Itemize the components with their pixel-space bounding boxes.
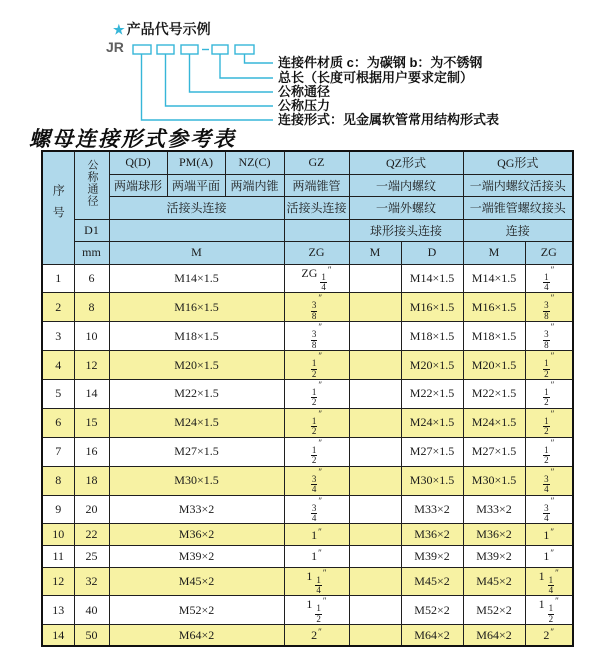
cell-qz-m [349, 495, 401, 524]
cell-m: M64×2 [109, 625, 284, 647]
cell-m: M33×2 [109, 495, 284, 524]
table-row [42, 264, 573, 293]
cell-m: M30×1.5 [109, 466, 284, 495]
code-box [133, 45, 151, 54]
cell-qg-zg: 1 $\frac{1}{4}$ ″ [525, 567, 573, 596]
cell-qz-d: M36×2 [401, 524, 463, 546]
cell-dn: 32 [74, 567, 109, 596]
cell-qz-d: M45×2 [401, 567, 463, 596]
cell-qg-zg: $\frac{1}{2}$ ″ [525, 351, 573, 380]
cell-qz-d: M24×1.5 [401, 408, 463, 437]
code-box [157, 45, 174, 54]
cell-qz-d: M30×1.5 [401, 466, 463, 495]
code-box [181, 45, 198, 54]
cell-m: M14×1.5 [109, 264, 284, 293]
cell-m: M20×1.5 [109, 351, 284, 380]
header-col-qz: QZ形式 [349, 151, 463, 174]
cell-no: 9 [42, 495, 74, 524]
header-col-pm: PM(A) [167, 151, 225, 174]
cell-qg-zg: $\frac{1}{2}$ ″ [525, 408, 573, 437]
header-mm: mm [74, 242, 109, 265]
cell-gz: ZG $\frac{1}{4}$ ″ [284, 264, 349, 293]
header-qg-m: M [463, 242, 525, 265]
cell-qg-zg: 1″ [525, 545, 573, 567]
code-box [235, 45, 254, 54]
cell-qz-d: M39×2 [401, 545, 463, 567]
table-row [42, 495, 573, 524]
header-pm-desc: 两端平面 [167, 174, 225, 197]
cell-dn: 50 [74, 625, 109, 647]
table-row [42, 322, 573, 351]
cell-dn: 20 [74, 495, 109, 524]
cell-qg-m: M22×1.5 [463, 380, 525, 409]
cell-dn: 10 [74, 322, 109, 351]
cell-qz-m [349, 264, 401, 293]
cell-no: 5 [42, 380, 74, 409]
header-empty [284, 219, 349, 242]
cell-gz: $\frac{1}{2}$ ″ [284, 408, 349, 437]
cell-gz: $\frac{3}{8}$ ″ [284, 322, 349, 351]
table-row [42, 466, 573, 495]
cell-qg-m: M33×2 [463, 495, 525, 524]
diagram-label: 总长（长度可根据用户要求定制） [278, 70, 474, 85]
cell-no: 4 [42, 351, 74, 380]
cell-qg-zg: 2″ [525, 625, 573, 647]
cell-qg-m: M36×2 [463, 524, 525, 546]
header-left-conn: 活接头连接 [109, 197, 284, 220]
cell-qg-zg: $\frac{1}{4}$ ″ [525, 264, 573, 293]
code-prefix: JR [106, 39, 124, 55]
cell-qz-m [349, 596, 401, 625]
cell-no: 2 [42, 293, 74, 322]
header-col-q: Q(D) [109, 151, 167, 174]
cell-m: M18×1.5 [109, 322, 284, 351]
cell-qg-m: M30×1.5 [463, 466, 525, 495]
table-row [42, 380, 573, 409]
table-row [42, 524, 573, 546]
cell-no: 10 [42, 524, 74, 546]
header-nz-desc: 两端内锥 [225, 174, 284, 197]
cell-gz: $\frac{3}{8}$ ″ [284, 293, 349, 322]
cell-dn: 14 [74, 380, 109, 409]
cell-qz-d: M52×2 [401, 596, 463, 625]
diagram-title: ★ 产品代号示例 [113, 21, 211, 37]
cell-qz-m [349, 466, 401, 495]
cell-gz: 1 $\frac{1}{2}$ ″ [284, 596, 349, 625]
header-gz-desc: 两端锥管 [284, 174, 349, 197]
cell-qg-zg: 1 $\frac{1}{2}$ ″ [525, 596, 573, 625]
cell-dn: 8 [74, 293, 109, 322]
leader-line [190, 54, 274, 92]
cell-m: M39×2 [109, 545, 284, 567]
cell-qg-m: M18×1.5 [463, 322, 525, 351]
cell-qz-m [349, 293, 401, 322]
table-row [42, 408, 573, 437]
product-code-diagram [0, 0, 600, 132]
diagram-label: 连接件材质 c：为碳钢 b：为不锈钢 [278, 55, 483, 70]
cell-dn: 15 [74, 408, 109, 437]
header-col-qg: QG形式 [463, 151, 573, 174]
cell-no: 11 [42, 545, 74, 567]
cell-no: 13 [42, 596, 74, 625]
cell-qg-zg: $\frac{3}{8}$ ″ [525, 322, 573, 351]
cell-gz: 2″ [284, 625, 349, 647]
header-qz-desc1: 一端内螺纹 [349, 174, 463, 197]
header-qz-d: D [401, 242, 463, 265]
header-gongcheng-tongjing: 公称通径 [74, 151, 109, 219]
table-row [42, 567, 573, 596]
cell-qz-d: M22×1.5 [401, 380, 463, 409]
header-qz-m: M [349, 242, 401, 265]
diagram-label: 连接形式：见金属软管常用结构形式表 [278, 112, 500, 127]
header-qg-zg: ZG [525, 242, 573, 265]
code-box [212, 45, 228, 54]
header-zg-gz: ZG [284, 242, 349, 265]
header-q-desc: 两端球形 [109, 174, 167, 197]
header-qg-desc1: 一端内螺纹活接头 [463, 174, 573, 197]
table-row [42, 293, 573, 322]
cell-qz-m [349, 380, 401, 409]
leader-line [142, 54, 274, 120]
header-m-span: M [109, 242, 284, 265]
cell-qz-m [349, 567, 401, 596]
cell-no: 7 [42, 437, 74, 466]
cell-qg-m: M14×1.5 [463, 264, 525, 293]
cell-dn: 6 [74, 264, 109, 293]
cell-gz: $\frac{1}{2}$ ″ [284, 351, 349, 380]
cell-qz-m [349, 625, 401, 647]
cell-qg-zg: $\frac{3}{8}$ ″ [525, 293, 573, 322]
header-gz-conn: 活接头连接 [284, 197, 349, 220]
cell-m: M45×2 [109, 567, 284, 596]
cell-qz-m [349, 351, 401, 380]
leader-line [220, 54, 273, 78]
cell-qz-d: M20×1.5 [401, 351, 463, 380]
header-xuhao: 序号 [42, 151, 74, 264]
cell-qz-d: M18×1.5 [401, 322, 463, 351]
cell-qz-m [349, 437, 401, 466]
cell-gz: $\frac{1}{2}$ ″ [284, 380, 349, 409]
cell-m: M24×1.5 [109, 408, 284, 437]
cell-qg-zg: $\frac{1}{2}$ ″ [525, 380, 573, 409]
cell-no: 8 [42, 466, 74, 495]
cell-m: M16×1.5 [109, 293, 284, 322]
table-row [42, 625, 573, 647]
cell-qg-zg: $\frac{3}{4}$ ″ [525, 466, 573, 495]
table-row [42, 437, 573, 466]
cell-qz-d: M27×1.5 [401, 437, 463, 466]
cell-dn: 25 [74, 545, 109, 567]
cell-qg-m: M27×1.5 [463, 437, 525, 466]
header-d1: D1 [74, 219, 109, 242]
cell-m: M22×1.5 [109, 380, 284, 409]
cell-gz: $\frac{1}{2}$ ″ [284, 437, 349, 466]
table-row [42, 596, 573, 625]
table-row [42, 351, 573, 380]
cell-qg-m: M52×2 [463, 596, 525, 625]
cell-m: M52×2 [109, 596, 284, 625]
cell-qz-m [349, 322, 401, 351]
cell-qg-zg: 1″ [525, 524, 573, 546]
cell-m: M36×2 [109, 524, 284, 546]
cell-qz-d: M14×1.5 [401, 264, 463, 293]
cell-m: M27×1.5 [109, 437, 284, 466]
cell-no: 3 [42, 322, 74, 351]
cell-qg-m: M64×2 [463, 625, 525, 647]
cell-no: 14 [42, 625, 74, 647]
header-qg-desc2: 一端锥管螺纹接头 [463, 197, 573, 220]
header-qz-desc2: 一端外螺纹 [349, 197, 463, 220]
cell-gz: 1 $\frac{1}{4}$ ″ [284, 567, 349, 596]
cell-gz: $\frac{3}{4}$ ″ [284, 466, 349, 495]
header-qz-conn: 球形接头连接 [349, 219, 463, 242]
header-col-nz: NZ(C) [225, 151, 284, 174]
cell-no: 1 [42, 264, 74, 293]
cell-dn: 22 [74, 524, 109, 546]
cell-dn: 40 [74, 596, 109, 625]
header-col-gz: GZ [284, 151, 349, 174]
cell-qz-m [349, 524, 401, 546]
leader-line [245, 54, 274, 63]
cell-qz-m [349, 408, 401, 437]
cell-no: 12 [42, 567, 74, 596]
cell-qg-m: M16×1.5 [463, 293, 525, 322]
diagram-label: 公称通径 [278, 84, 331, 99]
cell-qg-m: M45×2 [463, 567, 525, 596]
cell-qg-m: M20×1.5 [463, 351, 525, 380]
leader-line [166, 54, 274, 106]
cell-qg-m: M39×2 [463, 545, 525, 567]
header-empty [109, 219, 284, 242]
cell-gz: 1″ [284, 545, 349, 567]
cell-dn: 18 [74, 466, 109, 495]
cell-qz-d: M64×2 [401, 625, 463, 647]
cell-gz: 1″ [284, 524, 349, 546]
table-row [42, 545, 573, 567]
cell-qz-d: M33×2 [401, 495, 463, 524]
table-title: 螺母连接形式参考表 [29, 127, 236, 151]
star-icon: ★ [113, 22, 125, 37]
cell-qg-zg: $\frac{1}{2}$ ″ [525, 437, 573, 466]
cell-qz-d: M16×1.5 [401, 293, 463, 322]
cell-gz: $\frac{3}{4}$ ″ [284, 495, 349, 524]
cell-qz-m [349, 545, 401, 567]
cell-dn: 12 [74, 351, 109, 380]
cell-qg-m: M24×1.5 [463, 408, 525, 437]
cell-qg-zg: $\frac{3}{4}$ ″ [525, 495, 573, 524]
nut-connection-reference-table [41, 150, 574, 647]
diagram-label: 公称压力 [278, 98, 331, 113]
cell-dn: 16 [74, 437, 109, 466]
cell-no: 6 [42, 408, 74, 437]
header-qg-conn: 连接 [463, 219, 573, 242]
